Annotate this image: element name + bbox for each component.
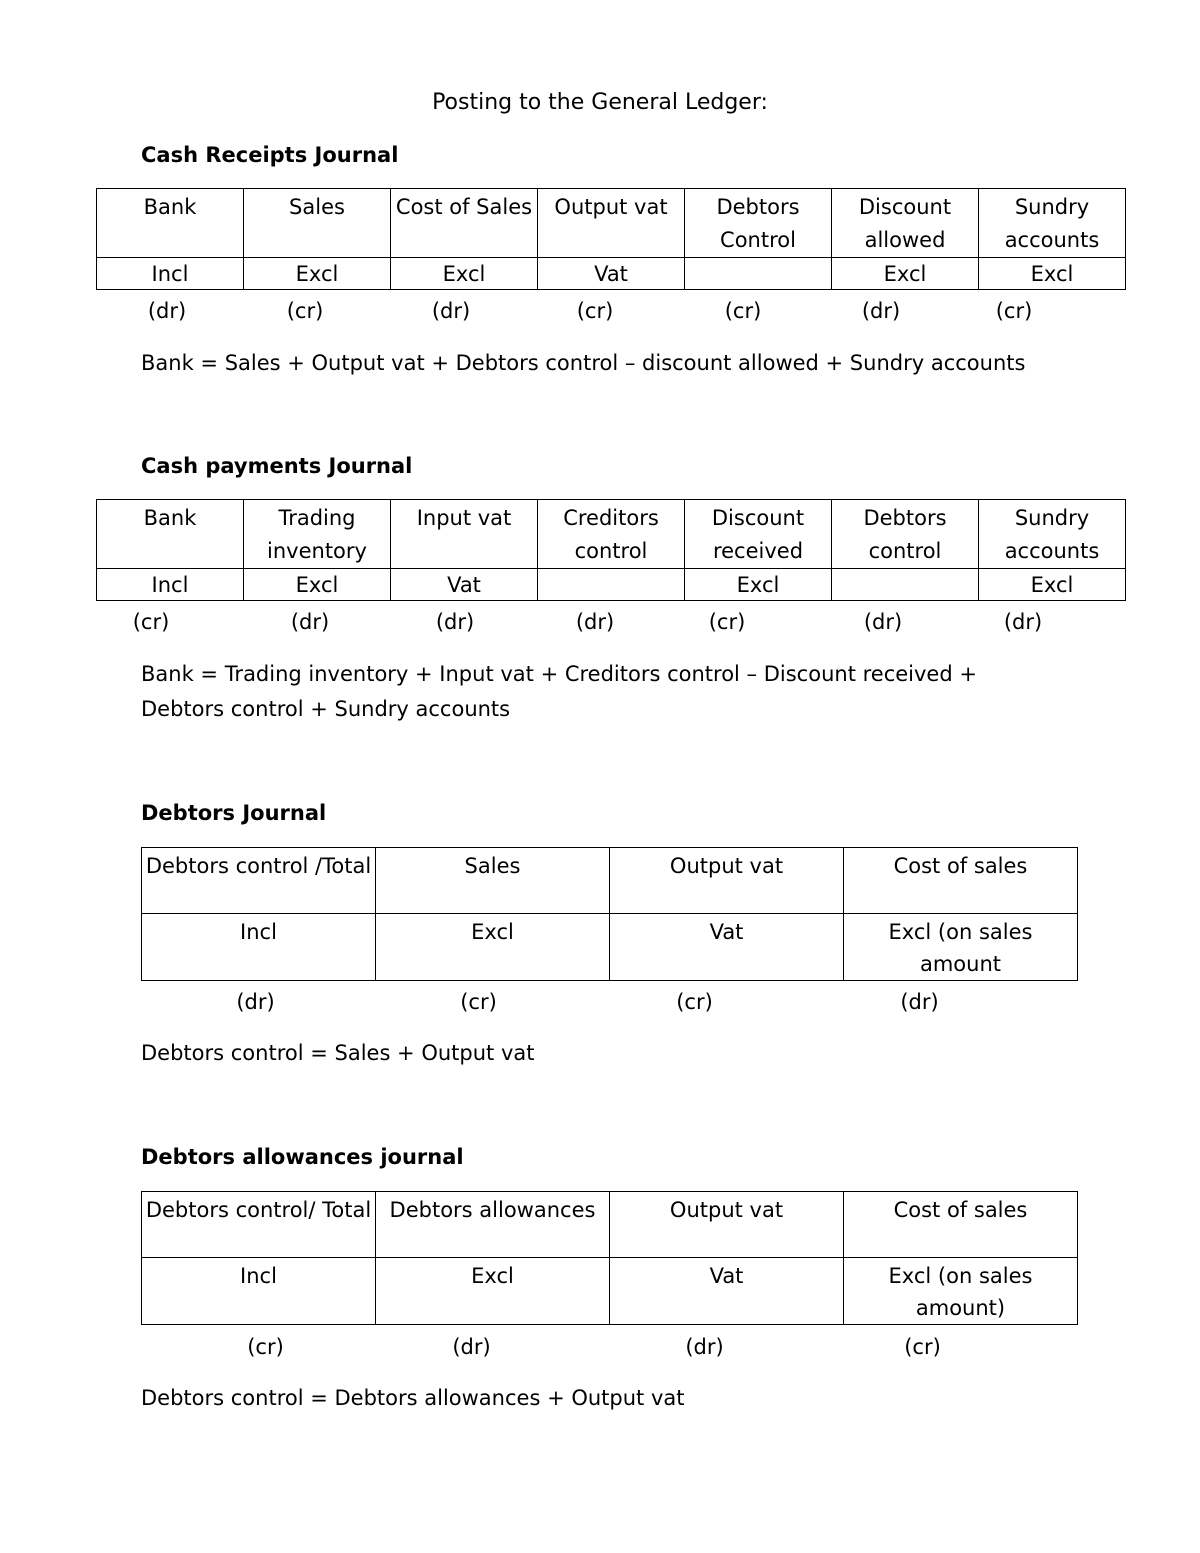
table-header-cell: Bank [97,189,244,258]
debtors-journal-signs [141,988,1061,1018]
table-cell: Vat [391,569,538,601]
debtors-allowances-heading: Debtors allowances journal [141,1145,464,1169]
debit-credit-sign: (cr) [460,990,497,1014]
table-cell: Vat [610,1258,844,1325]
table-header-cell: Debtors control [832,500,979,569]
table-cell: Excl [244,569,391,601]
table-cell: Incl [97,258,244,290]
cash-payments-table [96,499,1126,601]
table-header-cell: Debtors allowances [376,1192,610,1258]
table-header-cell: Discount received [685,500,832,569]
table-header-cell: Output vat [610,848,844,914]
debit-credit-sign: (cr) [724,299,762,323]
debit-credit-sign: (cr) [576,299,614,323]
table-cell: Incl [142,1258,376,1325]
debtors-allowances-table [141,1191,1078,1325]
table-header-cell: Output vat [610,1192,844,1258]
debit-credit-sign: (dr) [431,299,471,323]
debit-credit-sign: (cr) [132,610,170,634]
cash-payments-formula-line2: Debtors control + Sundry accounts [141,697,511,721]
cash-receipts-signs [96,297,1096,327]
table-header-cell: Cost of sales [844,848,1078,914]
table-cell: Excl [685,569,832,601]
debit-credit-sign: (dr) [863,610,903,634]
debtors-allowances-signs [141,1333,1061,1363]
table-cell: Incl [142,914,376,981]
debtors-journal-heading: Debtors Journal [141,801,327,825]
debit-credit-sign: (dr) [147,299,187,323]
debit-credit-sign: (dr) [236,990,275,1014]
debit-credit-sign: (dr) [1003,610,1043,634]
table-header-cell: Cost of Sales [391,189,538,258]
table-cell: Excl (on sales amount) [844,1258,1078,1325]
cash-payments-signs [96,608,1096,638]
table-header-cell: Trading inventory [244,500,391,569]
table-cell: Vat [610,914,844,981]
table-header-cell: Input vat [391,500,538,569]
table-header-cell: Debtors control/ Total [142,1192,376,1258]
debit-credit-sign: (cr) [247,1335,284,1359]
cash-payments-heading: Cash payments Journal [141,454,413,478]
table-cell [685,258,832,290]
table-header-cell: Sundry accounts [979,500,1126,569]
table-header-cell: Sales [376,848,610,914]
table-header-cell: Creditors control [538,500,685,569]
debtors-journal-table [141,847,1078,981]
debit-credit-sign: (dr) [575,610,615,634]
cash-receipts-table [96,188,1126,290]
debit-credit-sign: (dr) [900,990,939,1014]
table-cell: Excl [832,258,979,290]
table-header-cell: Debtors Control [685,189,832,258]
table-cell [538,569,685,601]
debit-credit-sign: (dr) [861,299,901,323]
debit-credit-sign: (dr) [452,1335,491,1359]
table-header-cell: Sales [244,189,391,258]
table-header-cell: Debtors control /Total [142,848,376,914]
table-cell: Excl [376,1258,610,1325]
debit-credit-sign: (cr) [676,990,713,1014]
debit-credit-sign: (cr) [708,610,746,634]
table-header-cell: Discount allowed [832,189,979,258]
table-cell: Vat [538,258,685,290]
table-cell: Excl [244,258,391,290]
debit-credit-sign: (dr) [290,610,330,634]
debit-credit-sign: (dr) [685,1335,724,1359]
table-cell [832,569,979,601]
table-cell: Excl [979,569,1126,601]
table-header-cell: Sundry accounts [979,189,1126,258]
table-header-cell: Bank [97,500,244,569]
table-cell: Excl [391,258,538,290]
table-header-cell: Output vat [538,189,685,258]
debtors-journal-formula: Debtors control = Sales + Output vat [141,1041,535,1065]
debtors-allowances-formula: Debtors control = Debtors allowances + Output vat [141,1386,685,1410]
cash-payments-formula-line1: Bank = Trading inventory + Input vat + Creditors control – Discount received + [141,662,977,686]
table-header-cell: Cost of sales [844,1192,1078,1258]
page-title: Posting to the General Ledger: [432,90,768,115]
table-cell: Excl (on sales amount [844,914,1078,981]
debit-credit-sign: (dr) [435,610,475,634]
cash-receipts-formula: Bank = Sales + Output vat + Debtors control – discount allowed + Sundry accounts [141,351,1026,375]
debit-credit-sign: (cr) [286,299,324,323]
debit-credit-sign: (cr) [904,1335,941,1359]
table-cell: Excl [979,258,1126,290]
table-cell: Excl [376,914,610,981]
cash-receipts-heading: Cash Receipts Journal [141,143,399,167]
table-cell: Incl [97,569,244,601]
debit-credit-sign: (cr) [995,299,1033,323]
